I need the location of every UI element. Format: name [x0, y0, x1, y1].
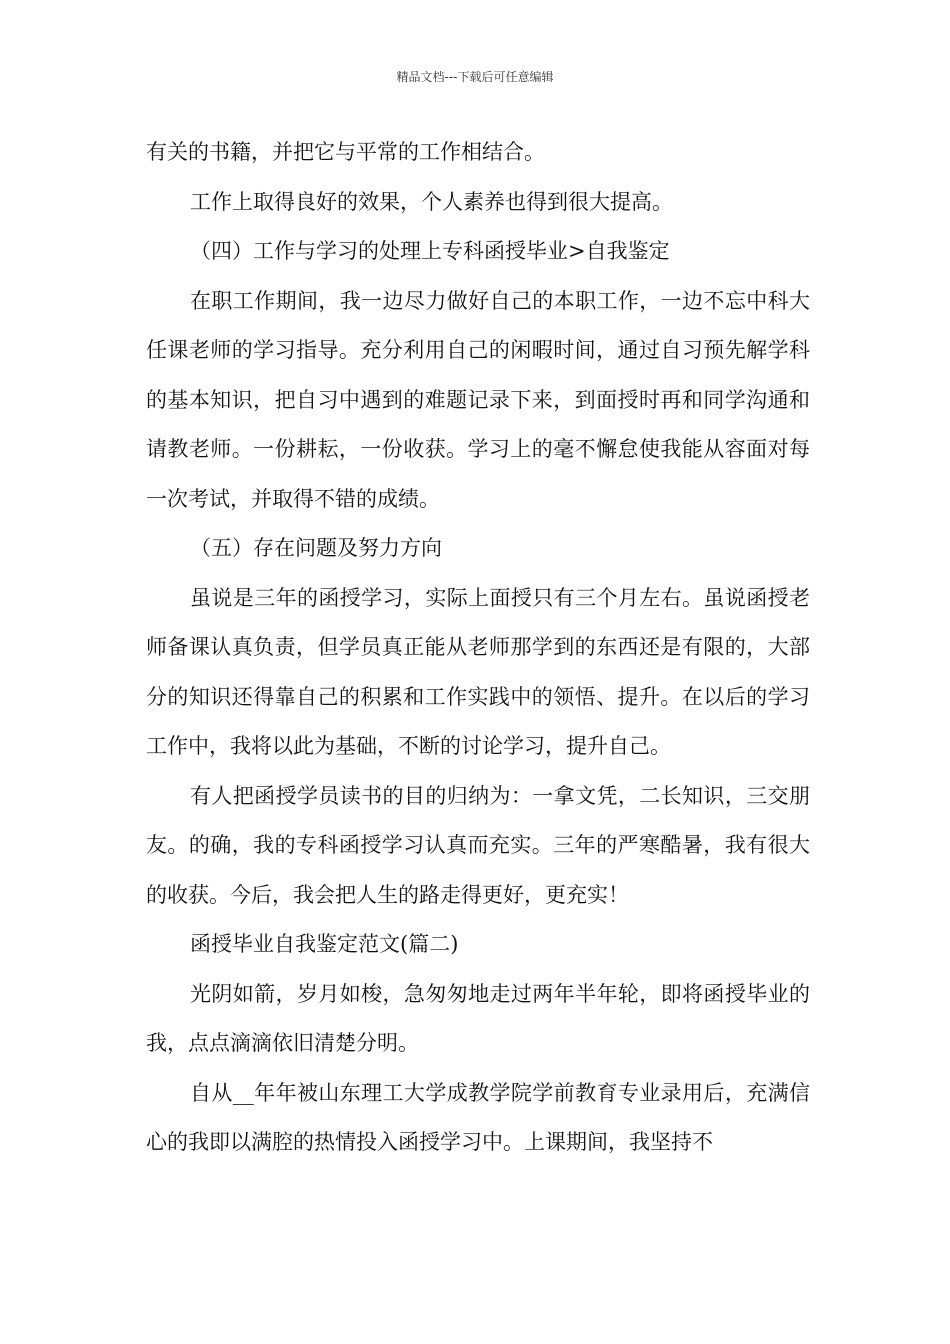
paragraph: 在职工作期间，我一边尽力做好自己的本职工作，一边不忘中科大任课老师的学习指导。充分利用自己的闲暇时间，通过自习预先解学科的基本知识，把自习中遇到的难题记录下来，到面授时再和同学沟通和请教老师。一份耕耘，一份收获。学习上的毫不懈怠使我能从容面对每一次考试，并取得不错的成绩。: [146, 288, 810, 511]
paragraph: 光阴如箭，岁月如梭，急匆匆地走过两年半年轮，即将函授毕业的我，点点滴滴依旧清楚分明。: [146, 981, 810, 1055]
paragraph: 工作上取得良好的效果，个人素养也得到很大提高。: [190, 189, 673, 214]
article-title: 函授毕业自我鉴定范文(篇二): [190, 932, 459, 956]
paragraph: 虽说是三年的函授学习，实际上面授只有三个月左右。虽说函授老师备课认真负责，但学员真正能从老师那学到的东西还是有限的，大部分的知识还得靠自己的积累和工作实践中的领悟、提升。在以后的学习工作中，我将以此为基础，不断的讨论学习，提升自己。: [146, 585, 810, 758]
section-heading-5: （五）存在问题及努力方向: [190, 536, 442, 560]
paragraph: 自从__年年被山东理工大学成教学院学前教育专业录用后，充满信心的我即以满腔的热情投入函授学习中。上课期间，我坚持不: [146, 1080, 810, 1154]
section-heading-4: （四）工作与学习的处理上专科函授毕业>自我鉴定: [190, 239, 670, 263]
document-body: [146, 128, 810, 1168]
paragraph-continuation: 有关的书籍，并把它与平常的工作相结合。: [146, 140, 545, 164]
paragraph: 有人把函授学员读书的目的归纳为：一拿文凭，二长知识，三交朋友。的确，我的专科函授学习认真而充实。三年的严寒酷暑，我有很大的收获。今后，我会把人生的路走得更好，更充实！: [146, 783, 810, 907]
page-header: 精品文档---下载后可任意编辑: [396, 70, 554, 84]
